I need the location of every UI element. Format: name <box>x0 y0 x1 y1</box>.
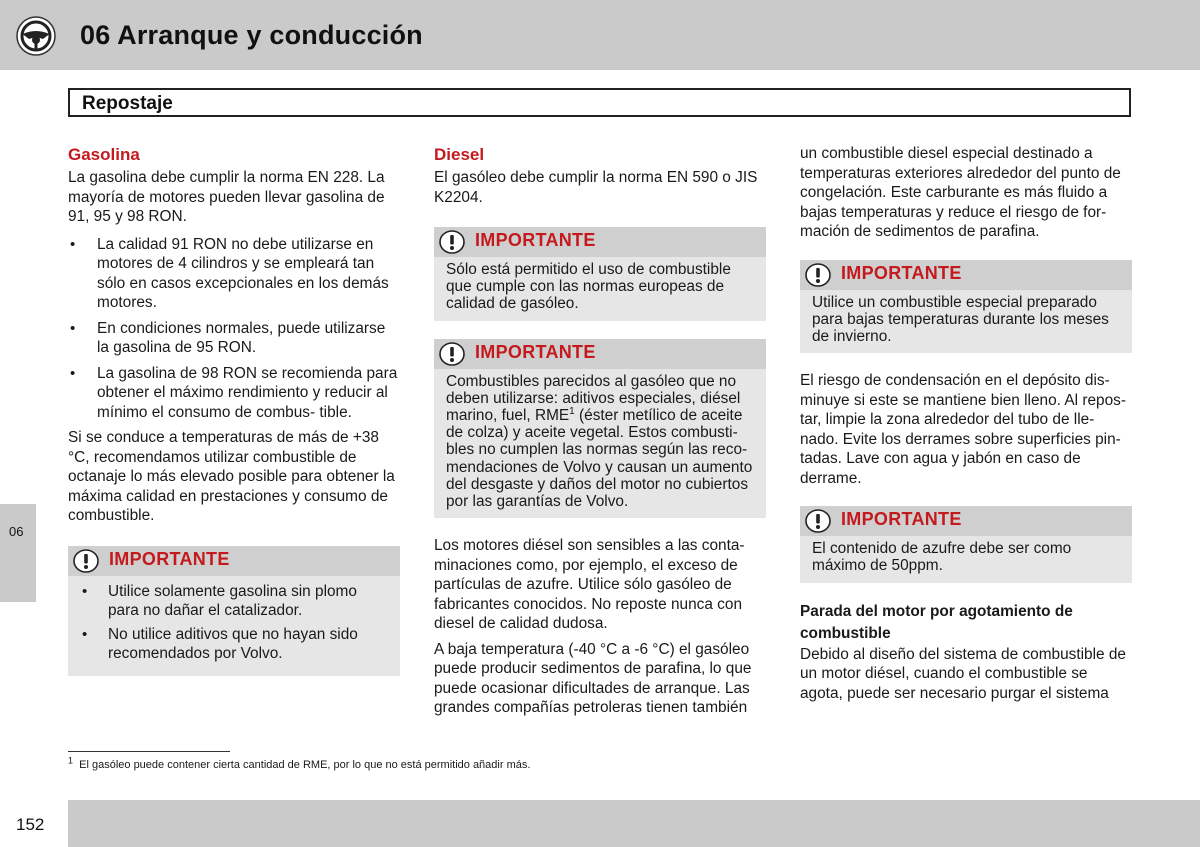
footnote-marker: 1 <box>68 755 74 766</box>
important-title: IMPORTANTE <box>475 341 596 362</box>
important-text-part: (éster metílico de aceite de colza) y aceite vegetal. Estos combusti- bles no cumplen las normas según las reco- mendaciones de Volvo y causan un aumento del desgaste y daños del motor no cubiertos por las garantías de Volvo. <box>446 407 753 511</box>
page-number: 152 <box>16 815 45 834</box>
important-box-gasolina <box>68 546 400 676</box>
exclamation-warning-icon <box>805 263 831 287</box>
section-title: Repostaje <box>82 93 173 114</box>
exclamation-warning-icon <box>439 230 465 254</box>
heading-fuel-exhaustion: Parada del motor por agotamiento de combustible <box>800 602 1073 642</box>
important-body <box>68 576 400 676</box>
winter-diesel-paragraph: un combustible diesel especial destinado a temperaturas exteriores alrededor del punto de congelación. Este carburante es más fluido a bajas temperaturas y reduce el riesgo de for- mación de sedimentos de parafina. <box>800 145 1121 240</box>
list-item: • En condiciones normales, puede utilizarse la gasolina de 95 RON. <box>68 319 400 358</box>
important-header <box>434 227 766 257</box>
important-header <box>800 260 1132 290</box>
diesel-contamination-paragraph: Los motores diésel son sensibles a las conta- minaciones como, por ejemplo, el exceso de partículas de azufre. Utilice sólo gasóleo de fabricantes conocidos. No reposte nunca con diesel de calidad dudosa. <box>434 537 745 633</box>
important-box-diesel-alternatives <box>434 339 766 519</box>
important-box-diesel-quality <box>434 227 766 321</box>
list-item: • La gasolina de 98 RON se recomienda para obtener el máximo rendimiento y reducir al mínimo el consumo de combus- tible. <box>68 364 400 423</box>
chapter-title: 06 Arranque y conducción <box>80 20 423 50</box>
important-body <box>434 369 766 519</box>
footnote-rule <box>68 751 230 752</box>
important-title: IMPORTANTE <box>475 230 596 250</box>
side-tab-label: 06 <box>9 524 24 539</box>
column-diesel <box>434 144 766 724</box>
column-diesel-continued <box>800 144 1132 709</box>
important-header <box>434 339 766 369</box>
important-box-winter-fuel <box>800 260 1132 354</box>
section-title-bar <box>68 88 1131 117</box>
footnote-text: El gasóleo puede contener cierta cantidad de RME, por lo que no está permitido añadir más. <box>79 759 531 771</box>
list-item: • Utilice solamente gasolina sin plomo para no dañar el catalizador. <box>80 582 388 621</box>
column-gasolina <box>68 144 400 676</box>
list-item: • No utilice aditivos que no hayan sido recomendados por Volvo. <box>80 625 388 664</box>
important-header <box>800 506 1132 536</box>
important-title: IMPORTANTE <box>109 548 230 569</box>
footer-band <box>68 800 1200 847</box>
heading-diesel: Diesel <box>434 145 485 164</box>
heading-gasolina: Gasolina <box>68 145 140 164</box>
gasolina-temperature-paragraph: Si se conduce a temperaturas de más de +38 °C, recomendamos utilizar combustible de octanaje lo más elevado posible para obtener la máxima calidad en prestaciones y consumo de combustible. <box>68 429 395 524</box>
important-box-sulfur <box>800 506 1132 582</box>
important-body: El contenido de azufre debe ser como máximo de 50ppm. <box>812 540 1072 575</box>
important-text-part: Combustibles parecidos al gasóleo que no deben utilizarse: aditivos especiales, diésel marino, fuel, RME <box>446 372 741 425</box>
exclamation-warning-icon <box>805 509 831 533</box>
important-body: Sólo está permitido el uso de combustible que cumple con las normas europeas de calidad de gasóleo. <box>446 261 731 313</box>
gasolina-intro: La gasolina debe cumplir la norma EN 228. La mayoría de motores pueden llevar gasolina de 91, 95 y 98 RON. <box>68 169 385 225</box>
important-title: IMPORTANTE <box>841 262 962 283</box>
steering-wheel-icon <box>16 16 56 56</box>
footnote <box>68 755 531 771</box>
condensation-paragraph: El riesgo de condensación en el depósito dis- minuye si este se mantiene bien lleno. Al repos- tar, limpie la zona alrededor del tubo de lle- nado. Evite los derrames sobre superficies pin- tadas. Lave con agua y jabón en caso de derrame. <box>800 372 1126 487</box>
exclamation-warning-icon <box>439 342 465 366</box>
important-header <box>68 546 400 576</box>
diesel-low-temperature-paragraph: A baja temperatura (-40 °C a -6 °C) el gasóleo puede producir sedimentos de parafina, lo que puede ocasionar dificultades de arranque. Las grandes compañías petroleras tienen también <box>434 640 752 717</box>
diesel-intro: El gasóleo debe cumplir la norma EN 590 o JIS K2204. <box>434 169 758 206</box>
fuel-exhaustion-paragraph: Debido al diseño del sistema de combustible de un motor diésel, cuando el combustible se agota, puede ser necesario purgar el sistema <box>800 645 1126 702</box>
chapter-side-tab <box>0 504 36 602</box>
important-bullet-list <box>80 582 388 664</box>
footnote-reference: 1 <box>569 405 575 417</box>
important-body: Utilice un combustible especial preparado para bajas temperaturas durante los meses de invierno. <box>812 293 1109 345</box>
exclamation-warning-icon <box>73 549 99 573</box>
gasolina-bullet-list <box>68 235 400 423</box>
chapter-header <box>0 0 1200 70</box>
list-item: • La calidad 91 RON no debe utilizarse en motores de 4 cilindros y se empleará tan sólo en casos excepcionales en los demás motores. <box>68 235 400 313</box>
important-title: IMPORTANTE <box>841 509 962 530</box>
